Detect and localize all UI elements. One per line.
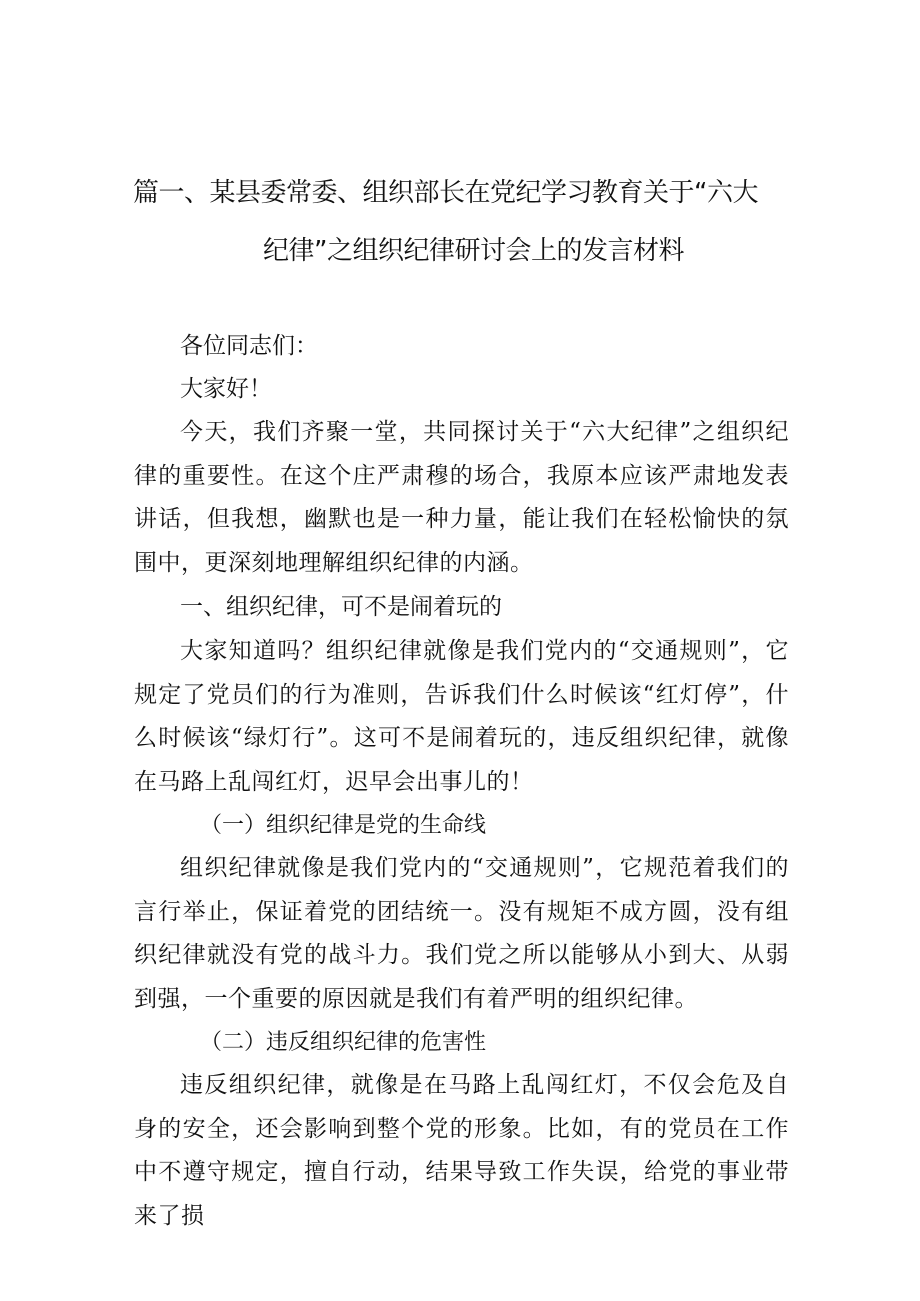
section-1-paragraph: 大家知道吗？组织纪律就像是我们党内的“交通规则”，它规定了党员们的行为准则，告诉我们什么时候该“红灯停”，什么时候该“绿灯行”。这可不是闹着玩的，违反组织纪律，就像在马路上乱闯红灯，迟早会出事儿的！: [134, 638, 789, 795]
subsection-1-paragraph: 组织纪律就像是我们党内的“交通规则”，它规范着我们的言行举止，保证着党的团结统一。没有规矩不成方圆，没有组织纪律就没有党的战斗力。我们党之所以能够从小到大、从弱到强，一个重要的原因就是我们有着严明的组织纪律。: [134, 855, 789, 1012]
section-1-heading: 一、组织纪律，可不是闹着玩的: [180, 594, 502, 620]
subsection-2-heading: （二）违反组织纪律的危害性: [200, 1030, 487, 1055]
document-title-line-2: 纪律”之组织纪律研讨会上的发言材料: [263, 236, 684, 266]
subsection-1-heading: （一）组织纪律是党的生命线: [200, 813, 487, 838]
subsection-2-paragraph: 违反组织纪律，就像是在马路上乱闯红灯，不仅会危及自身的安全，还会影响到整个党的形象。比如，有的党员在工作中不遵守规定，擅自行动，结果导致工作失误，给党的事业带来了损: [134, 1072, 789, 1229]
greeting: 大家好！: [180, 376, 272, 402]
salutation: 各位同志们：: [180, 333, 318, 359]
document-title-line-1: 篇一、某县委常委、组织部长在党纪学习教育关于“六大: [133, 178, 758, 208]
intro-paragraph: 今天，我们齐聚一堂，共同探讨关于“六大纪律”之组织纪律的重要性。在这个庄严肃穆的场合，我原本应该严肃地发表讲话，但我想，幽默也是一种力量，能让我们在轻松愉快的氛围中，更深刻地理解组织纪律的内涵。: [134, 419, 789, 576]
